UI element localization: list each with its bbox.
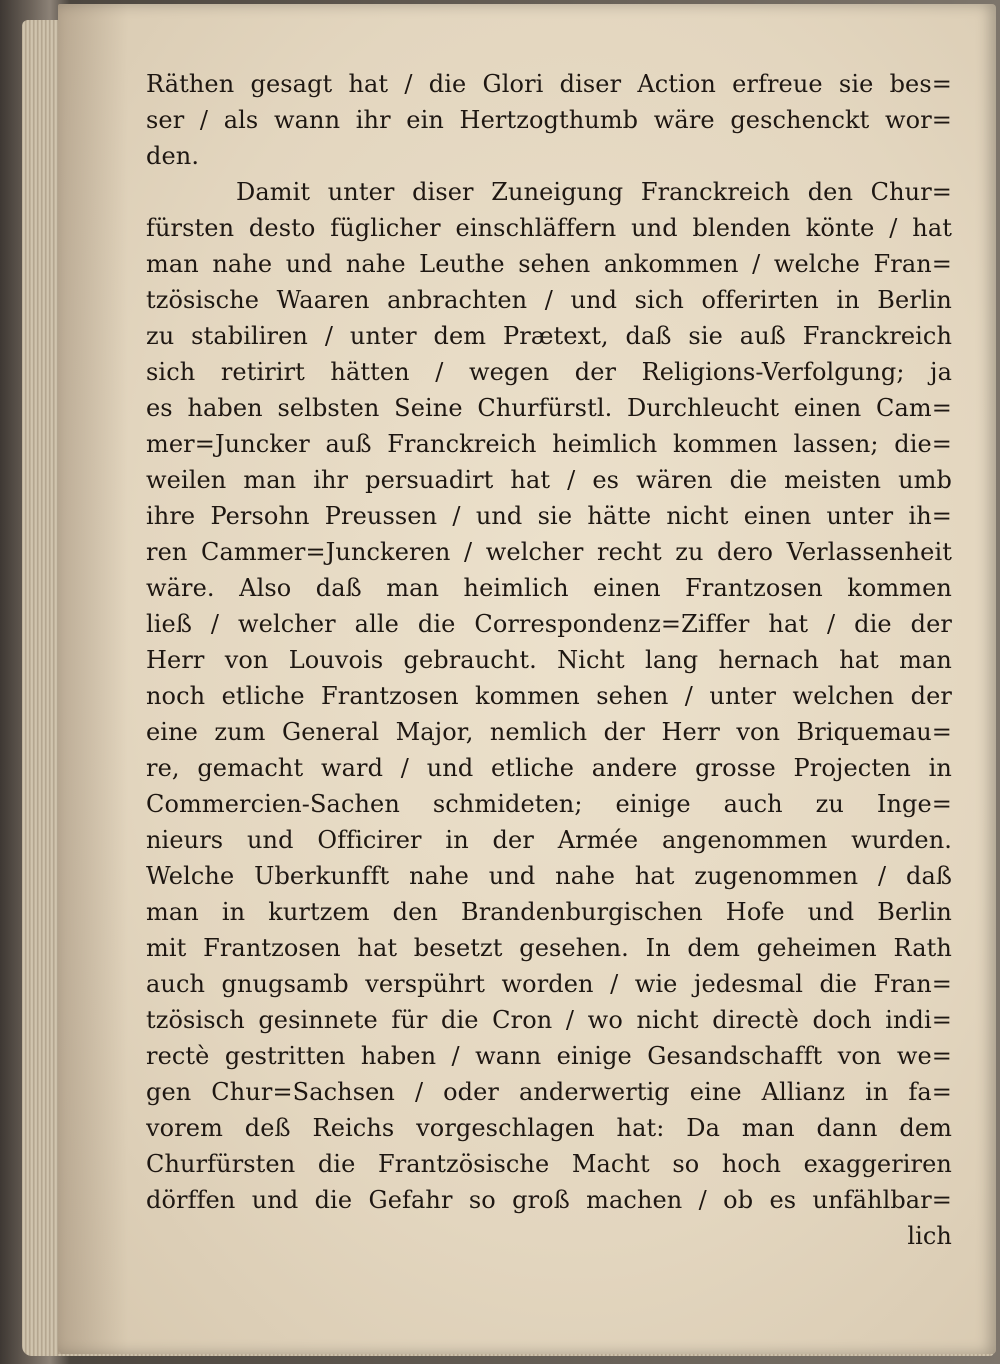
text-line: wäre. Also daß man heimlich einen Frantzosen kommen	[146, 574, 952, 602]
text-line: weilen man ihr persuadirt hat / es wären die meisten umb	[146, 466, 952, 494]
text-line: Damit unter diser Zuneigung Franckreich den Chur=	[236, 178, 952, 206]
text-line: mit Frantzosen hat besetzt gesehen. In dem geheimen Rath	[146, 934, 952, 962]
text-line: nieurs und Officirer in der Armée angenommen wurden.	[146, 826, 952, 854]
catchword: lich	[907, 1222, 952, 1250]
text-line: auch gnugsamb verspührt worden / wie jedesmal die Fran=	[146, 970, 952, 998]
text-line: den.	[146, 142, 200, 170]
text-line: mer=Juncker auß Franckreich heimlich kommen lassen; die=	[146, 430, 952, 458]
body-text	[146, 66, 952, 1266]
text-line: Welche Uberkunfft nahe und nahe hat zugenommen / daß	[146, 862, 952, 890]
text-line: tzösische Waaren anbrachten / und sich offerirten in Berlin	[146, 286, 952, 314]
text-line: eine zum General Major, nemlich der Herr von Briquemau=	[146, 718, 952, 746]
text-line: Commercien-Sachen schmideten; einige auch zu Inge=	[146, 790, 952, 818]
text-line: ihre Persohn Preussen / und sie hätte nicht einen unter ih=	[146, 502, 952, 530]
text-line: rectè gestritten haben / wann einige Gesandschafft von we=	[146, 1042, 952, 1070]
text-line: vorem deß Reichs vorgeschlagen hat: Da man dann dem	[146, 1114, 952, 1142]
text-line: tzösisch gesinnete für die Cron / wo nicht directè doch indi=	[146, 1006, 952, 1034]
text-line: man nahe und nahe Leuthe sehen ankommen / welche Fran=	[146, 250, 952, 278]
text-line: sich retirirt hätten / wegen der Religions-Verfolgung; ja	[146, 358, 952, 386]
text-line: fürsten desto füglicher einschläffern und blenden könte / hat	[146, 214, 952, 242]
text-line: es haben selbsten Seine Churfürstl. Durchleucht einen Cam=	[146, 394, 952, 422]
text-line: re, gemacht ward / und etliche andere grosse Projecten in	[146, 754, 952, 782]
text-line: dörffen und die Gefahr so groß machen / ob es unfählbar=	[146, 1186, 952, 1214]
text-line: ser / als wann ihr ein Hertzogthumb wäre geschenckt wor=	[146, 106, 952, 134]
text-line: gen Chur=Sachsen / oder anderwertig eine Allianz in fa=	[146, 1078, 952, 1106]
text-line: zu stabiliren / unter dem Prætext, daß sie auß Franckreich	[146, 322, 952, 350]
text-line: ren Cammer=Junckeren / welcher recht zu dero Verlassenheit	[146, 538, 952, 566]
text-line: noch etliche Frantzosen kommen sehen / unter welchen der	[146, 682, 952, 710]
text-line: Herr von Louvois gebraucht. Nicht lang hernach hat man	[146, 646, 952, 674]
text-line: ließ / welcher alle die Correspondenz=Ziffer hat / die der	[146, 610, 952, 638]
page-gutter-shadow	[58, 4, 128, 1354]
text-line: Räthen gesagt hat / die Glori diser Action erfreue sie bes=	[146, 70, 952, 98]
text-line: Churfürsten die Frantzösische Macht so hoch exaggeriren	[146, 1150, 952, 1178]
text-line: man in kurtzem den Brandenburgischen Hofe und Berlin	[146, 898, 952, 926]
